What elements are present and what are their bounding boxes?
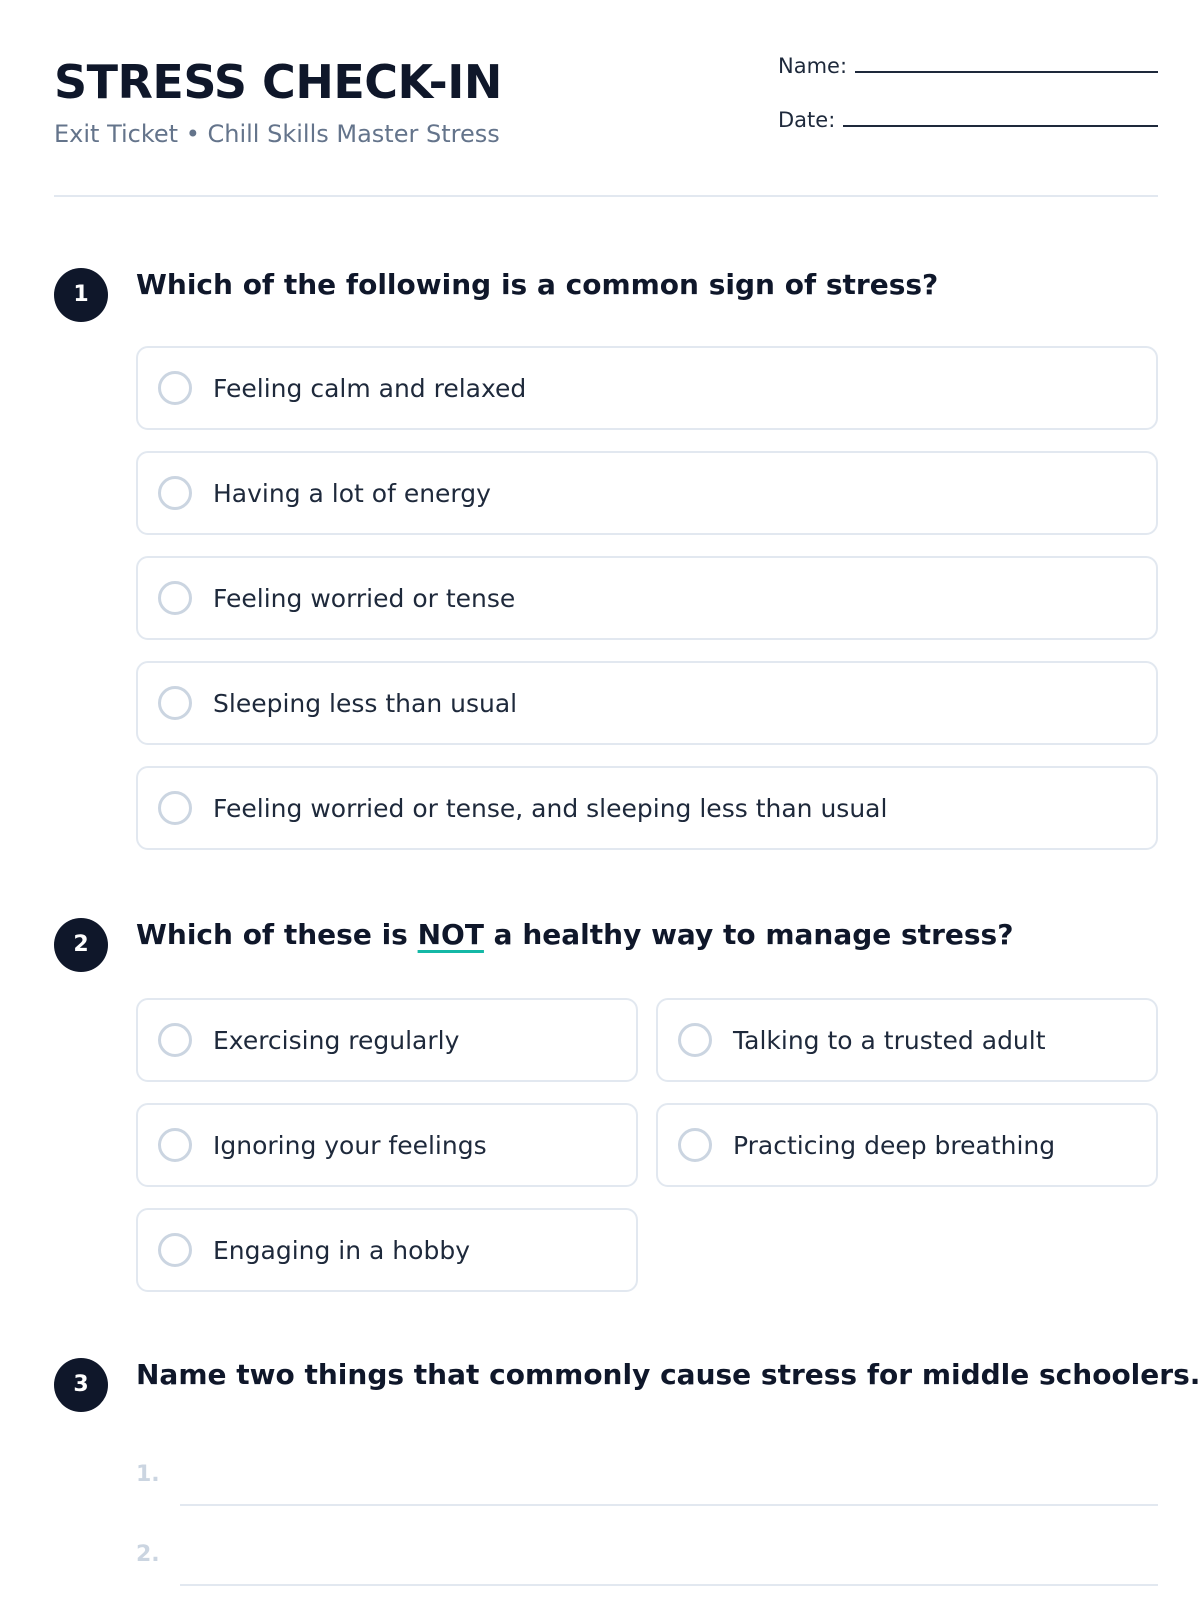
question-text-end: a healthy way to manage stress?: [483, 918, 1014, 951]
question-number-badge: 2: [54, 918, 108, 972]
answer-option[interactable]: [136, 1208, 638, 1292]
name-field[interactable]: [778, 54, 1158, 78]
answer-writing-line[interactable]: [180, 1584, 1158, 1586]
radio-circle-icon[interactable]: [158, 476, 192, 510]
option-label: Feeling calm and relaxed: [213, 373, 527, 403]
radio-circle-icon[interactable]: [158, 371, 192, 405]
question-text: Name two things that commonly cause stress for middle schoolers.: [136, 1358, 1200, 1391]
question-text-start: Which of these is: [136, 918, 418, 951]
radio-circle-icon[interactable]: [158, 686, 192, 720]
answer-option[interactable]: [136, 346, 1158, 430]
answer-line-1[interactable]: [136, 1446, 1158, 1526]
date-field[interactable]: [778, 108, 1158, 132]
answer-number: 1.: [136, 1462, 160, 1487]
radio-circle-icon[interactable]: [158, 581, 192, 615]
option-label: Exercising regularly: [213, 1025, 460, 1055]
date-label: Date:: [778, 108, 836, 132]
answer-line-2[interactable]: [136, 1526, 1158, 1606]
worksheet-header: [54, 0, 1158, 198]
name-blank-line[interactable]: [855, 55, 1158, 73]
option-label: Talking to a trusted adult: [733, 1025, 1046, 1055]
answer-number: 2.: [136, 1542, 160, 1567]
radio-circle-icon[interactable]: [678, 1128, 712, 1162]
answer-option[interactable]: [136, 661, 1158, 745]
option-label: Feeling worried or tense: [213, 583, 516, 613]
answer-option[interactable]: [136, 451, 1158, 535]
page-subtitle: Exit Ticket • Chill Skills Master Stress: [54, 120, 500, 148]
name-label: Name:: [778, 54, 848, 78]
date-blank-line[interactable]: [843, 109, 1158, 127]
question-text: Which of the following is a common sign of stress?: [136, 268, 939, 301]
page-title: STRESS CHECK-IN: [54, 55, 502, 109]
answer-option[interactable]: [656, 1103, 1158, 1187]
short-answer-lines: [136, 1446, 1158, 1606]
option-label: Having a lot of energy: [213, 478, 491, 508]
answer-option[interactable]: [136, 766, 1158, 850]
question-number-badge: 1: [54, 268, 108, 322]
answer-options: [136, 998, 1158, 1292]
answer-option[interactable]: [656, 998, 1158, 1082]
option-label: Practicing deep breathing: [733, 1130, 1056, 1160]
question-number-badge: 3: [54, 1358, 108, 1412]
radio-circle-icon[interactable]: [158, 791, 192, 825]
header-divider: [54, 195, 1158, 197]
question-emphasis: NOT: [417, 918, 484, 951]
radio-circle-icon[interactable]: [678, 1023, 712, 1057]
option-label: Feeling worried or tense, and sleeping less than usual: [213, 793, 888, 823]
radio-circle-icon[interactable]: [158, 1233, 192, 1267]
worksheet-page: [54, 0, 1200, 1600]
radio-circle-icon[interactable]: [158, 1023, 192, 1057]
radio-circle-icon[interactable]: [158, 1128, 192, 1162]
option-label: Sleeping less than usual: [213, 688, 518, 718]
option-label: Ignoring your feelings: [213, 1130, 487, 1160]
answer-writing-line[interactable]: [180, 1504, 1158, 1506]
answer-option[interactable]: [136, 556, 1158, 640]
option-label: Engaging in a hobby: [213, 1235, 470, 1265]
question-text: [136, 918, 1013, 952]
answer-option[interactable]: [136, 998, 638, 1082]
answer-option[interactable]: [136, 1103, 638, 1187]
answer-options: [136, 346, 1158, 871]
